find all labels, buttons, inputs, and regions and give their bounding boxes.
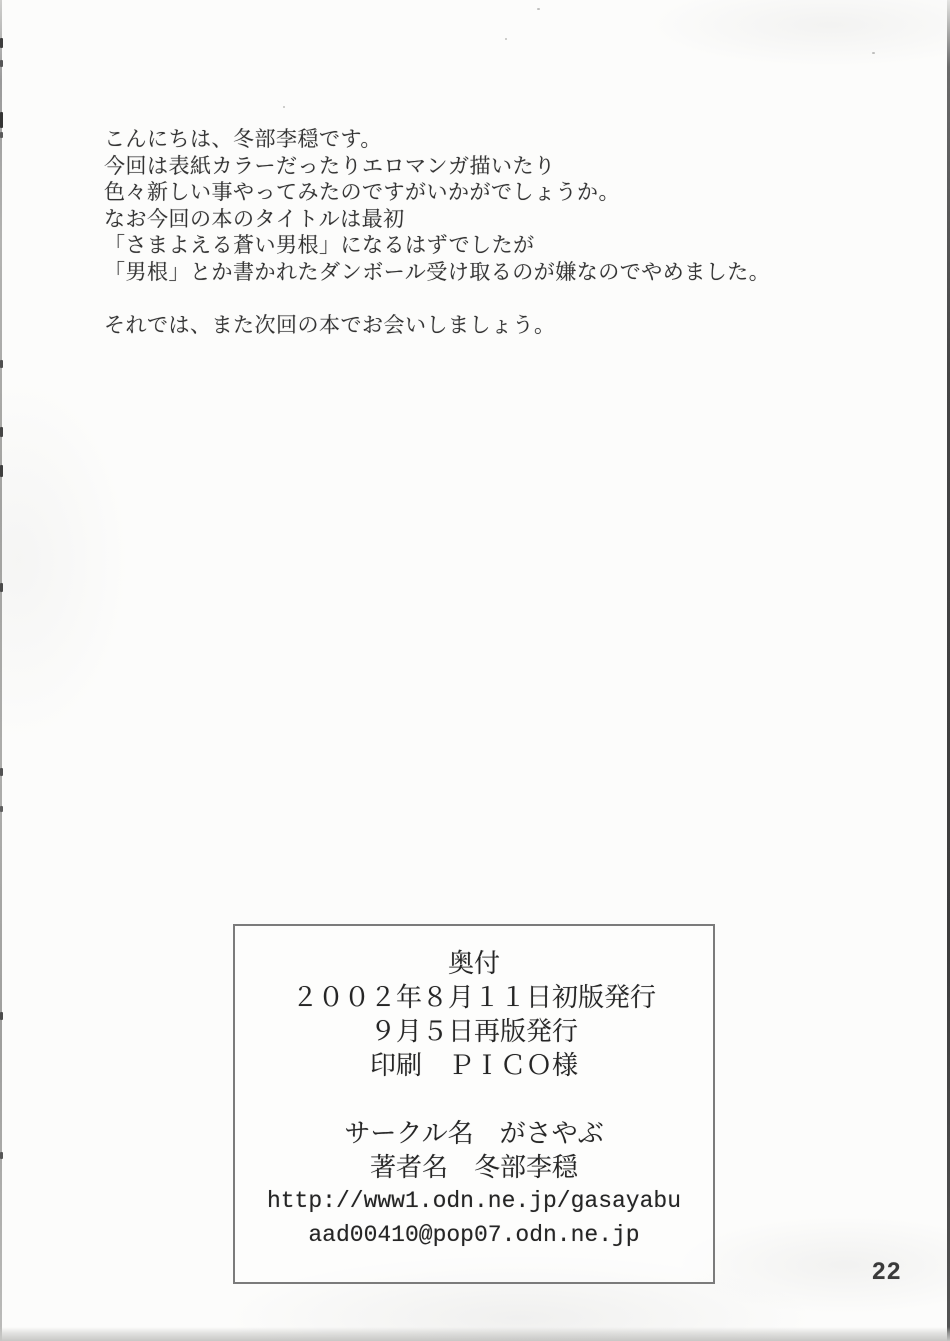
page-number: 22 xyxy=(872,1258,902,1285)
scan-edge-bottom xyxy=(0,1327,950,1341)
greeting-line-6: 「男根」とか書かれたダンボール受け取るのが嫌なのでやめました。 xyxy=(104,260,771,284)
colophon-email-address: aad00410@pop07.odn.ne.jp xyxy=(308,1222,640,1248)
scan-speck xyxy=(537,8,540,10)
greeting-line-3: 色々新しい事やってみたのですがいかがでしょうか。 xyxy=(104,181,620,204)
scan-mark xyxy=(0,465,3,477)
colophon-author-name: 著者名 冬部李穏 xyxy=(369,1152,578,1182)
scan-mark xyxy=(0,112,3,128)
scan-mark xyxy=(0,427,3,437)
greeting-line-5: 「さまよえる蒼い男根」になるはずでしたが xyxy=(104,234,535,257)
colophon-title: 奥付 xyxy=(447,948,500,978)
colophon-spacer xyxy=(235,1082,713,1116)
scan-edge-left xyxy=(0,0,2,1341)
colophon-first-edition: ２００２年８月１１日初版発行 xyxy=(291,982,656,1012)
scan-mark xyxy=(0,768,3,776)
greeting-line-blank xyxy=(104,286,770,313)
greeting-line-2: 今回は表紙カラーだったりエロマンガ描いたり xyxy=(104,154,556,178)
colophon-reprint: ９月５日再版発行 xyxy=(369,1016,578,1046)
colophon-box xyxy=(233,924,715,1284)
scan-mark xyxy=(0,1012,3,1020)
colophon-printer: 印刷 ＰＩＣＯ様 xyxy=(369,1050,578,1080)
greeting-line-4: なお今回の本のタイトルは最初 xyxy=(104,207,405,231)
scan-mark xyxy=(0,806,3,812)
scan-mark xyxy=(0,38,3,48)
colophon-website-url: http://www1.odn.ne.jp/gasayabu xyxy=(266,1188,682,1214)
greeting-line-1: こんにちは、冬部李穏です。 xyxy=(104,128,382,151)
scan-speck xyxy=(872,52,875,54)
scan-mark xyxy=(0,583,3,592)
colophon-circle-name: サークル名 がさやぶ xyxy=(344,1118,604,1148)
scan-mark xyxy=(0,1152,3,1159)
greeting-line-7: それでは、また次回の本でお会いしましょう。 xyxy=(104,313,556,337)
scan-speck xyxy=(283,106,285,108)
scan-mark xyxy=(0,132,3,138)
scan-speck xyxy=(505,38,507,40)
scan-mark xyxy=(0,360,3,368)
afterword-text-block xyxy=(104,127,770,339)
scan-mark xyxy=(0,60,3,67)
